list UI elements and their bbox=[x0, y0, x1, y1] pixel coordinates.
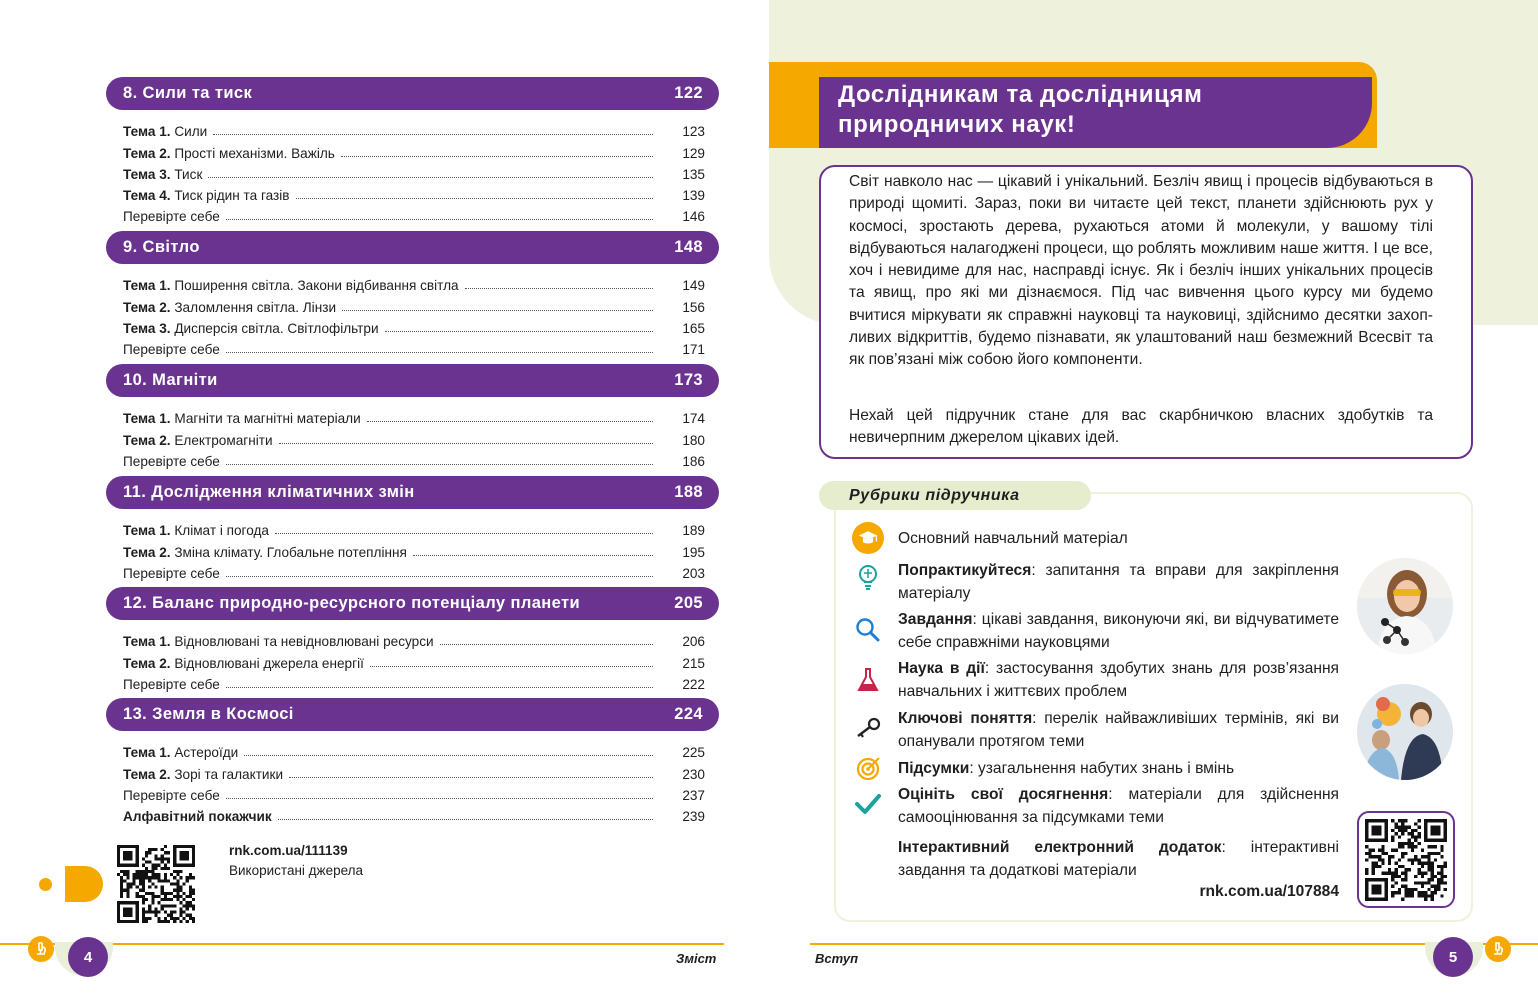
toc-entry-label bbox=[123, 209, 220, 224]
toc-entry-page: 129 bbox=[682, 145, 705, 161]
toc-leader-dots bbox=[342, 310, 653, 311]
toc-entry[interactable] bbox=[123, 739, 705, 760]
toc-leader-dots bbox=[341, 156, 653, 157]
toc-entry-page: 195 bbox=[682, 544, 705, 560]
toc-entry-prefix: Тема 1. bbox=[123, 745, 171, 761]
rubric-desc: : запитання та вправи для закріплення матеріалу bbox=[898, 562, 1339, 602]
page-title-line-2: природничих наук! bbox=[838, 111, 1076, 138]
toc-entry[interactable] bbox=[123, 139, 705, 160]
toc-entry[interactable] bbox=[123, 161, 705, 182]
toc-leader-dots bbox=[367, 421, 653, 422]
toc-entry-text: Поширення світла. Закони відбивання світла bbox=[174, 278, 459, 294]
chapter-title: 13. Земля в Космосі bbox=[123, 705, 294, 723]
rubric-self-assessment bbox=[898, 784, 1339, 829]
toc-entry-prefix: Тема 4. bbox=[123, 188, 171, 204]
toc-leader-dots bbox=[413, 555, 653, 556]
toc-entry[interactable] bbox=[123, 628, 705, 649]
toc-entry[interactable] bbox=[123, 560, 705, 581]
qr-code-sources[interactable] bbox=[117, 845, 195, 923]
rubric-interactive-addon bbox=[898, 837, 1339, 882]
toc-entry-label bbox=[123, 788, 220, 803]
chapter-page: 188 bbox=[674, 483, 703, 501]
toc-entry-page: 189 bbox=[682, 523, 705, 539]
publisher-logo-shape bbox=[65, 866, 103, 902]
toc-entry[interactable] bbox=[123, 203, 705, 224]
rubric-practice bbox=[898, 560, 1339, 605]
toc-leader-dots bbox=[213, 134, 653, 135]
toc-entry[interactable] bbox=[123, 538, 705, 559]
chapter-title: 11. Дослідження кліматичних змін bbox=[123, 483, 415, 501]
intro-paragraph-1: Світ навколо нас — цікавий і унікальний. Безліч явищ і процесів відбуваються в природі щомиті. Зараз, поки ви читаєте цей текст, планети здійснюють рух у космосі, зростають дерева, рухаються атоми й молекули, у вашому тілі відбуваються налагоджені процеси, що роблять можливим наше життя. І це все, хоч і невидиме для нас, насправді існує. Як і безліч інших унікальних процесів та явищ, про які ми дізнаємося. Під час вивчення цього курсу ми будемо вчитися міркувати як справжні науковці та науковиці, здійснимо десятки захопливих відкриттів, будемо пізнавати, як улаштований наш безмежний Всесвіт та як пов’язані між собою його компоненти. bbox=[849, 173, 1433, 369]
chapter-page: 148 bbox=[674, 238, 703, 256]
toc-entry-label bbox=[123, 342, 220, 357]
toc-entry-prefix: Тема 1. bbox=[123, 634, 171, 650]
toc-entry-page: 186 bbox=[682, 453, 705, 469]
toc-entry-label bbox=[123, 278, 459, 293]
toc-leader-dots bbox=[289, 777, 653, 778]
toc-entry-page: 139 bbox=[682, 188, 705, 204]
toc-entry-text: Прості механізми. Важіль bbox=[174, 145, 335, 161]
toc-chapter bbox=[106, 476, 719, 581]
rubric-name: Оцініть свої досягнення bbox=[898, 786, 1109, 803]
toc-entry-page: 206 bbox=[682, 634, 705, 650]
toc-entry[interactable] bbox=[123, 448, 705, 469]
toc-entry-label bbox=[123, 167, 202, 182]
rubric-tasks bbox=[898, 609, 1339, 654]
toc-leader-dots bbox=[244, 755, 653, 756]
toc-entry-label bbox=[123, 146, 335, 161]
toc-entry-label bbox=[123, 523, 269, 538]
toc-entry-label bbox=[123, 809, 272, 824]
flask-icon bbox=[852, 664, 884, 696]
toc-entry[interactable] bbox=[123, 649, 705, 670]
toc-entry-prefix: Алфавітний покажчик bbox=[123, 809, 272, 825]
rubric-desc: : цікаві завдання, виконуючи які, ви відчуватимете себе справжніми науковцями bbox=[898, 611, 1339, 651]
toc-chapter bbox=[106, 231, 719, 357]
toc-entries bbox=[106, 517, 719, 581]
chapter-page: 173 bbox=[674, 371, 703, 389]
toc-entry-label bbox=[123, 300, 336, 315]
toc-entry-prefix: Тема 2. bbox=[123, 299, 171, 315]
page-title bbox=[838, 80, 1202, 140]
toc-leader-dots bbox=[226, 798, 653, 799]
toc-entry-text: Астероїди bbox=[174, 745, 239, 761]
toc-leader-dots bbox=[370, 666, 653, 667]
toc-entry-prefix: Тема 3. bbox=[123, 166, 171, 182]
children-photo bbox=[1357, 684, 1453, 780]
toc-entry-text: Клімат і погода bbox=[174, 523, 269, 539]
rubric-name: Підсумки bbox=[898, 760, 970, 777]
chapter-header[interactable] bbox=[106, 364, 719, 397]
chapter-title: 10. Магніти bbox=[123, 371, 218, 389]
toc-leader-dots bbox=[440, 644, 653, 645]
toc-entry-text: Тиск bbox=[174, 166, 203, 182]
toc-entry[interactable] bbox=[123, 293, 705, 314]
toc-entry[interactable] bbox=[123, 671, 705, 692]
toc-entry-text: Перевірте себе bbox=[123, 565, 220, 581]
lightbulb-icon bbox=[852, 562, 884, 594]
toc-entry-text: Відновлювані та невідновлювані ресурси bbox=[174, 634, 434, 650]
toc-entry-text: Відновлювані джерела енергії bbox=[174, 655, 364, 671]
page-number-right: 5 bbox=[1433, 937, 1473, 977]
toc-entry-text: Електромагніти bbox=[174, 432, 273, 448]
toc-entry-label bbox=[123, 677, 220, 692]
qr-code-interactive[interactable] bbox=[1365, 819, 1447, 901]
checkmark-icon bbox=[852, 788, 884, 820]
toc-entry-text: Перевірте себе bbox=[123, 787, 220, 803]
toc-entry-page: 165 bbox=[682, 320, 705, 336]
toc-entry-text: Перевірте себе bbox=[123, 342, 220, 358]
toc-entry-page: 146 bbox=[682, 209, 705, 225]
rubric-summary bbox=[898, 758, 1339, 781]
toc-entry-label bbox=[123, 454, 220, 469]
toc-entry[interactable] bbox=[123, 182, 705, 203]
toc-entry[interactable] bbox=[123, 405, 705, 426]
sources-link[interactable]: rnk.com.ua/111139 bbox=[229, 843, 348, 858]
toc-entry-prefix: Тема 2. bbox=[123, 544, 171, 560]
toc-entry-page: 225 bbox=[682, 745, 705, 761]
chapter-title: 9. Світло bbox=[123, 238, 200, 256]
sources-label: Використані джерела bbox=[229, 863, 364, 878]
toc-leader-dots bbox=[296, 198, 653, 199]
rubric-desc: Основний навчальний матеріал bbox=[898, 530, 1128, 547]
rubric-name: Завдання bbox=[898, 611, 973, 628]
toc-entry[interactable] bbox=[123, 782, 705, 803]
toc-entries bbox=[106, 628, 719, 692]
rubric-key-concepts bbox=[898, 708, 1339, 753]
graduation-cap-icon bbox=[852, 522, 884, 554]
rubric-name: Наука в дії bbox=[898, 660, 985, 677]
chapter-header[interactable] bbox=[106, 231, 719, 264]
rubric-main-material bbox=[898, 528, 1339, 551]
rubric-desc: : застосування здобутих знань для розв’язання навчальних і життєвих проблем bbox=[898, 660, 1339, 700]
toc-entries bbox=[106, 405, 719, 469]
toc-entry-prefix: Тема 1. bbox=[123, 523, 171, 539]
toc-entry-text: Зміна клімату. Глобальне потепління bbox=[174, 544, 407, 560]
toc-entry-label bbox=[123, 745, 238, 760]
key-icon bbox=[852, 712, 884, 744]
toc-entry-page: 239 bbox=[682, 809, 705, 825]
toc-entry[interactable] bbox=[123, 803, 705, 824]
toc-entry-prefix: Тема 2. bbox=[123, 655, 171, 671]
toc-entry-label bbox=[123, 411, 361, 426]
interactive-link[interactable]: rnk.com.ua/107884 bbox=[1199, 883, 1339, 900]
chapter-header[interactable] bbox=[106, 476, 719, 509]
toc-entry-text: Сили bbox=[174, 124, 208, 140]
chapter-title: 8. Сили та тиск bbox=[123, 84, 253, 102]
toc-entry-page: 203 bbox=[682, 565, 705, 581]
toc-entries bbox=[106, 272, 719, 357]
intro-paragraph-2: Нехай цей підручник стане для вас скарбничкою власних здобутків та невичерпним джерелом цікавих ідей. bbox=[849, 407, 1433, 447]
toc-entry-page: 135 bbox=[682, 166, 705, 182]
toc-leader-dots bbox=[275, 533, 653, 534]
page-number-left: 4 bbox=[68, 937, 108, 977]
rubric-desc: : перелік найважливіших термінів, які ви опанували протягом теми bbox=[898, 710, 1339, 750]
target-icon bbox=[852, 753, 884, 785]
toc-leader-dots bbox=[226, 352, 653, 353]
rubric-desc: : матеріали для здійснення самооцінювання за підсумками теми bbox=[898, 786, 1340, 826]
toc-entry-label bbox=[123, 545, 407, 560]
toc-leader-dots bbox=[226, 687, 653, 688]
microscope-icon bbox=[28, 936, 54, 962]
chapter-header[interactable] bbox=[106, 77, 719, 110]
chapter-page: 224 bbox=[674, 705, 703, 723]
toc-entry-prefix: Тема 2. bbox=[123, 432, 171, 448]
toc-entry-page: 171 bbox=[682, 342, 705, 358]
toc-entry-label bbox=[123, 566, 220, 581]
toc-entry[interactable] bbox=[123, 118, 705, 139]
toc-entry-label bbox=[123, 433, 273, 448]
toc-entry-label bbox=[123, 321, 379, 336]
scientist-photo bbox=[1357, 558, 1453, 654]
toc-entry-prefix: Тема 1. bbox=[123, 124, 171, 140]
toc-entry[interactable] bbox=[123, 336, 705, 357]
toc-entry-page: 156 bbox=[682, 299, 705, 315]
toc-entry[interactable] bbox=[123, 272, 705, 293]
toc-leader-dots bbox=[465, 288, 653, 289]
toc-entry-prefix: Тема 1. bbox=[123, 411, 171, 427]
magnifier-icon bbox=[852, 614, 884, 646]
toc-entry-page: 123 bbox=[682, 124, 705, 140]
toc-entry-text: Перевірте себе bbox=[123, 453, 220, 469]
toc-entry[interactable] bbox=[123, 760, 705, 781]
chapter-page: 122 bbox=[674, 84, 703, 102]
toc-entry-text: Перевірте себе bbox=[123, 676, 220, 692]
rubric-science-in-action bbox=[898, 658, 1339, 703]
footer-label-right: Вступ bbox=[815, 951, 859, 966]
toc-chapter bbox=[106, 364, 719, 469]
toc-entry-page: 222 bbox=[682, 676, 705, 692]
toc-entry-page: 180 bbox=[682, 432, 705, 448]
rubric-desc: : узагальнення набутих знань і вмінь bbox=[969, 760, 1235, 777]
toc-entry-page: 174 bbox=[682, 411, 705, 427]
toc-entry-page: 230 bbox=[682, 766, 705, 782]
toc-leader-dots bbox=[208, 177, 653, 178]
toc-entry-label bbox=[123, 634, 434, 649]
toc-entry-text: Заломлення світла. Лінзи bbox=[174, 299, 337, 315]
chapter-header[interactable] bbox=[106, 698, 719, 731]
toc-entry[interactable] bbox=[123, 315, 705, 336]
toc-entry[interactable] bbox=[123, 517, 705, 538]
toc-entry-prefix: Тема 2. bbox=[123, 145, 171, 161]
rubrics-title: Рубрики підручника bbox=[819, 481, 1091, 510]
toc-entry-prefix: Тема 3. bbox=[123, 320, 171, 336]
toc-leader-dots bbox=[226, 576, 653, 577]
toc-leader-dots bbox=[278, 819, 653, 820]
toc-entry-page: 215 bbox=[682, 655, 705, 671]
footer-label-left: Зміст bbox=[676, 951, 717, 966]
toc-entries bbox=[106, 118, 719, 224]
toc-entry-page: 237 bbox=[682, 787, 705, 803]
toc-entry-prefix: Тема 1. bbox=[123, 278, 171, 294]
toc-entry-label bbox=[123, 188, 290, 203]
rubric-name: Ключові поняття bbox=[898, 710, 1033, 727]
rubric-name: Інтерактивний електронний додаток bbox=[898, 839, 1222, 856]
rubric-name: Попрактикуйтеся bbox=[898, 562, 1032, 579]
toc-entry-text: Зорі та галактики bbox=[174, 766, 284, 782]
toc-entry-text: Дисперсія світла. Світлофільтри bbox=[174, 320, 379, 336]
chapter-title: 12. Баланс природно-ресурсного потенціалу планети bbox=[123, 594, 581, 612]
toc-chapter bbox=[106, 587, 719, 692]
toc-entry-text: Перевірте себе bbox=[123, 209, 220, 225]
toc-chapter bbox=[106, 698, 719, 824]
toc-entry-label bbox=[123, 656, 364, 671]
toc-entry-page: 149 bbox=[682, 278, 705, 294]
toc-entry-prefix: Тема 2. bbox=[123, 766, 171, 782]
toc-chapter bbox=[106, 77, 719, 224]
toc-entry-label bbox=[123, 124, 207, 139]
chapter-header[interactable] bbox=[106, 587, 719, 620]
toc-leader-dots bbox=[226, 219, 653, 220]
publisher-logo-dot bbox=[39, 878, 52, 891]
toc-leader-dots bbox=[226, 464, 653, 465]
rubric-desc: : інтерактивні завдання та додаткові матеріали bbox=[898, 839, 1339, 879]
microscope-icon bbox=[1485, 936, 1511, 962]
toc-entry[interactable] bbox=[123, 426, 705, 447]
toc-entry-text: Магніти та магнітні матеріали bbox=[174, 411, 361, 427]
toc-leader-dots bbox=[279, 443, 653, 444]
chapter-page: 205 bbox=[674, 594, 703, 612]
toc-entries bbox=[106, 739, 719, 824]
toc-entry-label bbox=[123, 767, 283, 782]
toc-entry-text: Тиск рідин та газів bbox=[174, 188, 290, 204]
page-title-line-1: Дослідникам та дослідницям bbox=[838, 81, 1203, 108]
toc-leader-dots bbox=[385, 331, 653, 332]
